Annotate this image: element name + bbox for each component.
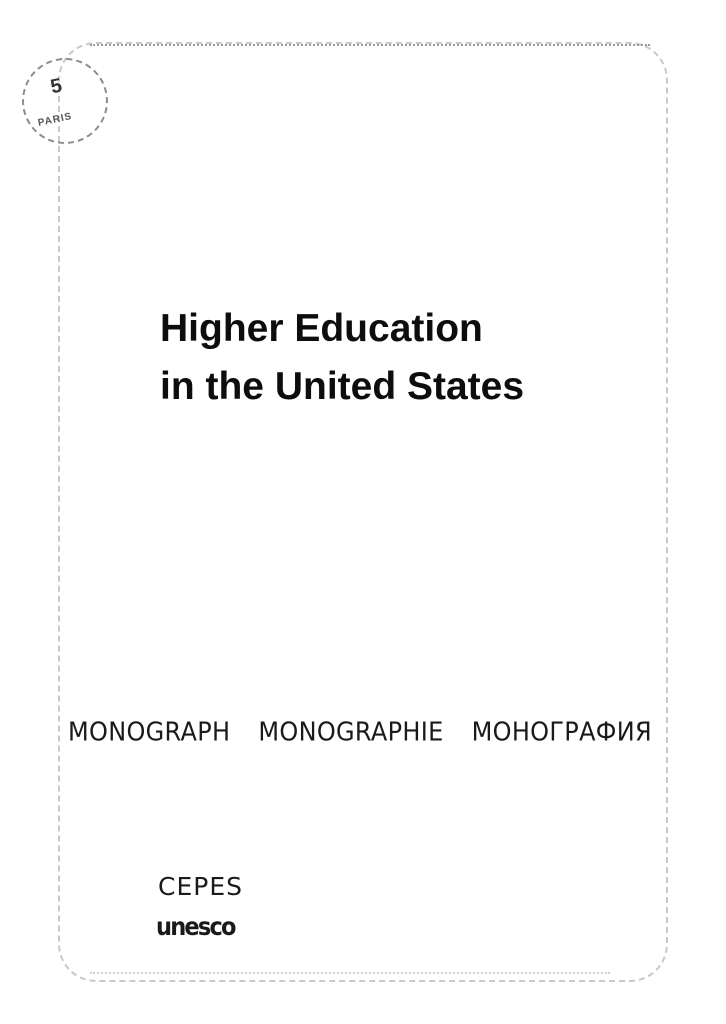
- title-line-1: Higher Education: [160, 307, 483, 350]
- document-title: [160, 300, 524, 416]
- stamp-number: 5: [48, 74, 65, 99]
- title-line-2: in the United States: [160, 365, 525, 408]
- unesco-logo: unesco: [156, 912, 235, 941]
- scan-noise-bottom: [90, 972, 610, 977]
- stamp-city: PARIS: [36, 110, 74, 129]
- page-border: [58, 42, 668, 982]
- series-russian: МОНОГРАФИЯ: [471, 716, 652, 748]
- series-french: MONOGRAPHIE: [258, 716, 444, 748]
- scan-noise-top: [90, 44, 650, 50]
- series-english: MONOGRAPH: [68, 716, 231, 748]
- series-label: [68, 717, 668, 747]
- publisher-name: CEPES: [158, 872, 243, 901]
